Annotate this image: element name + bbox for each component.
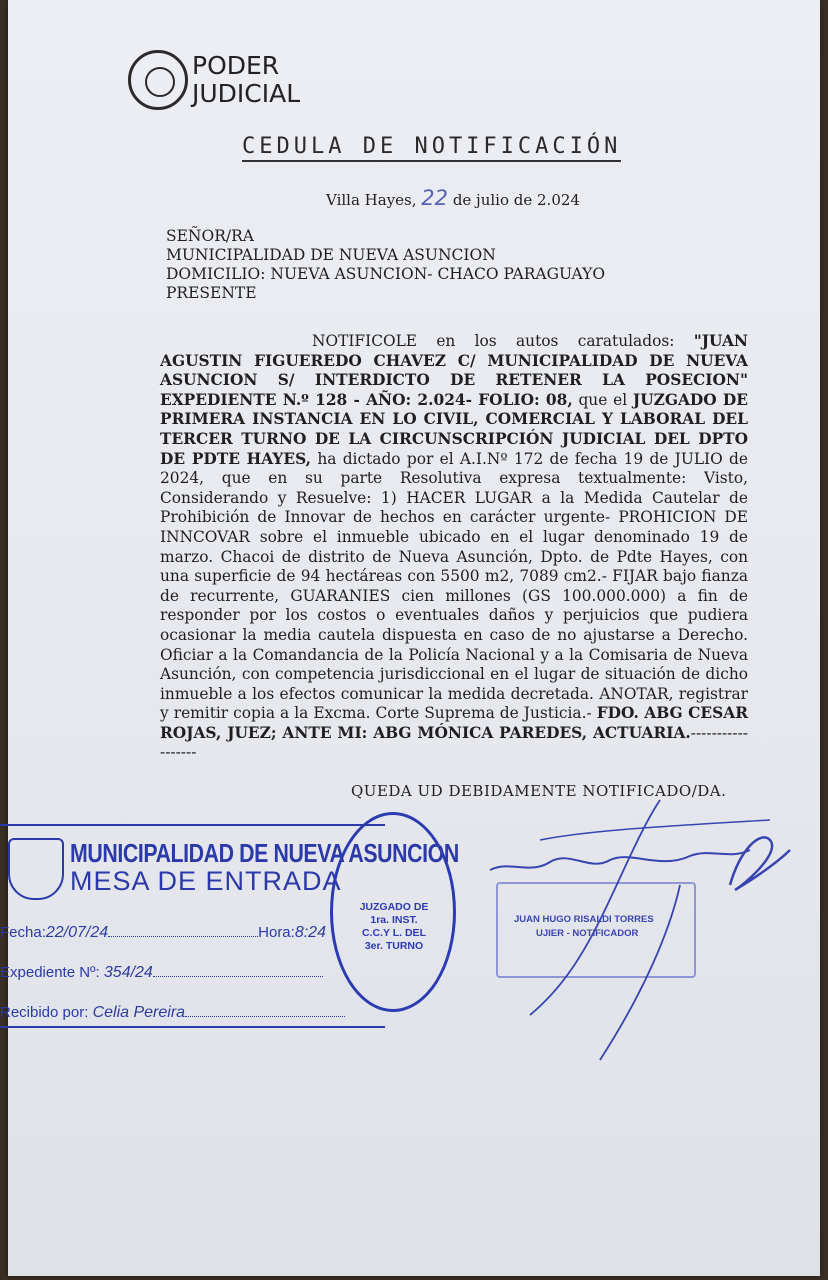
fecha-dots <box>108 922 258 937</box>
exp-dots <box>153 962 323 977</box>
body-connector: que el <box>572 390 633 409</box>
addressee-line3: DOMICILIO: NUEVA ASUNCION- CHACO PARAGUAYO <box>166 265 606 283</box>
date-place: Villa Hayes, <box>326 191 417 209</box>
dash-line: ------------------ <box>160 723 748 762</box>
hora-value: 8:24 <box>294 924 326 941</box>
court-name: JUZGADO DE PRIMERA INSTANCIA EN LO CIVIL, COMERCIAL Y LABORAL DEL TERCER TURNO DE LA CIRCUNSCRIPCIÓN JUDICIAL DEL DPTO DE PDTE HAYES, <box>160 390 748 468</box>
stamp-top-rule <box>0 824 385 826</box>
document-title: CEDULA DE NOTIFICACIÓN <box>242 134 621 162</box>
expediente-row <box>0 962 323 982</box>
ujier-name: JUAN HUGO RISALDI TORRES <box>514 914 654 925</box>
muni-office: MESA DE ENTRADA <box>70 866 342 896</box>
muni-name: MUNICIPALIDAD DE NUEVA ASUNCION <box>70 838 459 868</box>
municipal-shield-icon <box>8 838 64 900</box>
brand-logo <box>192 52 300 108</box>
stamp-bottom-rule <box>0 1026 385 1028</box>
document-sheet <box>8 0 820 1276</box>
addressee-line2: MUNICIPALIDAD DE NUEVA ASUNCION <box>166 246 496 264</box>
brand-line2: JUDICIAL <box>192 79 301 108</box>
rec-value: Celia Pereira <box>92 1004 186 1021</box>
resolution-text: ha dictado por el A.I.Nº 172 de fecha 19 de JULIO de 2024, que en su parte Resolutiva expresa textualmente: Visto, Considerando y Resuelve: 1) HACER LUGAR a la Medida Cautelar de Prohibición de Innovar de hechos en carácter urgente- PROHICION DE INNCOVAR sobre el inmueble ubicado en el lugar denominado 19 de marzo. Chacoi de distrito de Nueva Asunción, Dpto. de Pdte Hayes, con una superficie de 94 hectáreas con 5500 m2, 7089 cm2.- FIJAR bajo fianza de recurrente, GUARANIES cien millones (GS 100.000.000) a fin de responder por los costos o eventuales daños y perjuicios que pudiera ocasionar la media cautela dispuesta en caso de no ajustarse a Derecho. Oficiar a la Comandancia de la Policía Nacional y a la Comisaria de Nueva Asunción, con competencia jurisdiccional en el lugar de situación de dicho inmueble a los efectos comunicar la medida decretada. ANOTAR, registrar y remitir copia a la Excma. Corte Suprema de Justicia.- <box>160 449 748 723</box>
hora-label: Hora: <box>258 924 295 941</box>
fecha-label: Fecha: <box>0 924 46 941</box>
addressee-line1: SEÑOR/RA <box>166 227 254 245</box>
fecha-value: 22/07/24 <box>45 924 109 941</box>
court-stamp-text <box>359 901 429 953</box>
court-oval-stamp <box>330 812 456 1012</box>
date-day: 22 <box>421 186 449 210</box>
rec-dots <box>185 1002 345 1017</box>
exp-label: Expediente Nº: <box>0 964 100 981</box>
addressee-block <box>166 227 605 303</box>
date-rest: de julio de 2.024 <box>452 191 580 209</box>
brand-line1: PODER <box>192 51 280 80</box>
ujier-role: UJIER - NOTIFICADOR <box>536 928 639 939</box>
rec-label: Recibido por: <box>0 1004 89 1021</box>
closing-statement: QUEDA UD DEBIDAMENTE NOTIFICADO/DA. <box>351 782 727 800</box>
court-stamp-l2: 1ra. INST. <box>370 914 418 926</box>
signatories: FDO. ABG CESAR ROJAS, JUEZ; ANTE MI: ABG MÓNICA PAREDES, ACTUARIA. <box>160 704 748 742</box>
body-intro: NOTIFICOLE en los autos caratulados: <box>312 332 694 350</box>
court-stamp-l3: C.C.Y L. DEL <box>362 927 426 939</box>
notification-body <box>160 332 748 763</box>
handwritten-signature <box>470 790 800 1070</box>
court-stamp-l1: JUZGADO DE <box>359 901 429 913</box>
date-line <box>326 186 580 210</box>
recibido-row <box>0 1002 345 1022</box>
exp-value: 354/24 <box>103 964 153 981</box>
case-caption: "JUAN AGUSTIN FIGUEREDO CHAVEZ C/ MUNICIPALIDAD DE NUEVA ASUNCION S/ INTERDICTO DE RETENER LA POSECION" EXPEDIENTE N.º 128 - AÑO: 2.024- FOLIO: 08, <box>160 332 748 409</box>
court-stamp-l4: 3er. TURNO <box>364 940 424 952</box>
fecha-row <box>0 922 326 942</box>
national-seal-icon <box>128 50 188 110</box>
addressee-line4: PRESENTE <box>166 284 257 302</box>
